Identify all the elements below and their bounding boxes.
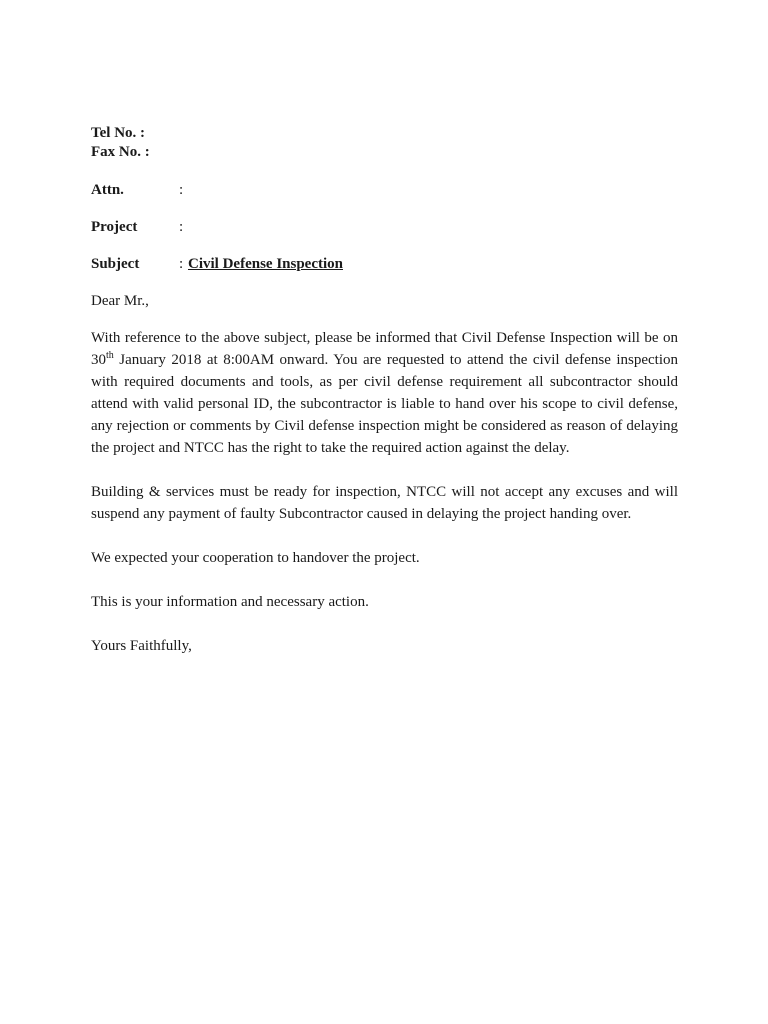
subject-label: Subject — [91, 256, 140, 272]
salutation: Dear Mr., — [91, 293, 149, 309]
subject-value: Civil Defense Inspection — [188, 256, 343, 272]
paragraph-1-rest: January 2018 at 8:00AM onward. You are requested to attend the civil defense inspection with required documents and tools, as per civil defense requirement all subcontractor should attend with valid personal ID, the subcontractor is liable to hand over his scope to civil defense, any rejection or comments by Civil defense inspection might be considered as reason of delaying the project and NTCC has the right to take the required action against the delay. — [91, 352, 678, 456]
project-label: Project — [91, 219, 138, 235]
paragraph-1-start: With reference to the above subject, please be informed that Civil Defense Inspection will be on 30 — [91, 330, 678, 368]
paragraph-4: This is your information and necessary action. — [91, 594, 369, 610]
fax-label: Fax No. : — [91, 144, 150, 160]
letter-body — [91, 124, 678, 657]
project-colon: : — [179, 219, 184, 235]
paragraph-3: We expected your cooperation to handover the project. — [91, 550, 420, 566]
attn-row — [91, 179, 678, 201]
subject-colon: : — [179, 256, 184, 272]
ordinal-suffix: th — [106, 350, 114, 361]
paragraph-1 — [91, 327, 678, 459]
attn-label: Attn. — [91, 182, 124, 198]
subject-row — [91, 253, 678, 275]
project-row — [91, 216, 678, 238]
closing: Yours Faithfully, — [91, 638, 192, 654]
paragraph-2: Building & services must be ready for inspection, NTCC will not accept any excuses and will suspend any payment of faulty Subcontractor caused in delaying the project handing over. — [91, 484, 678, 522]
attn-colon: : — [179, 182, 184, 198]
tel-label: Tel No. : — [91, 125, 146, 141]
